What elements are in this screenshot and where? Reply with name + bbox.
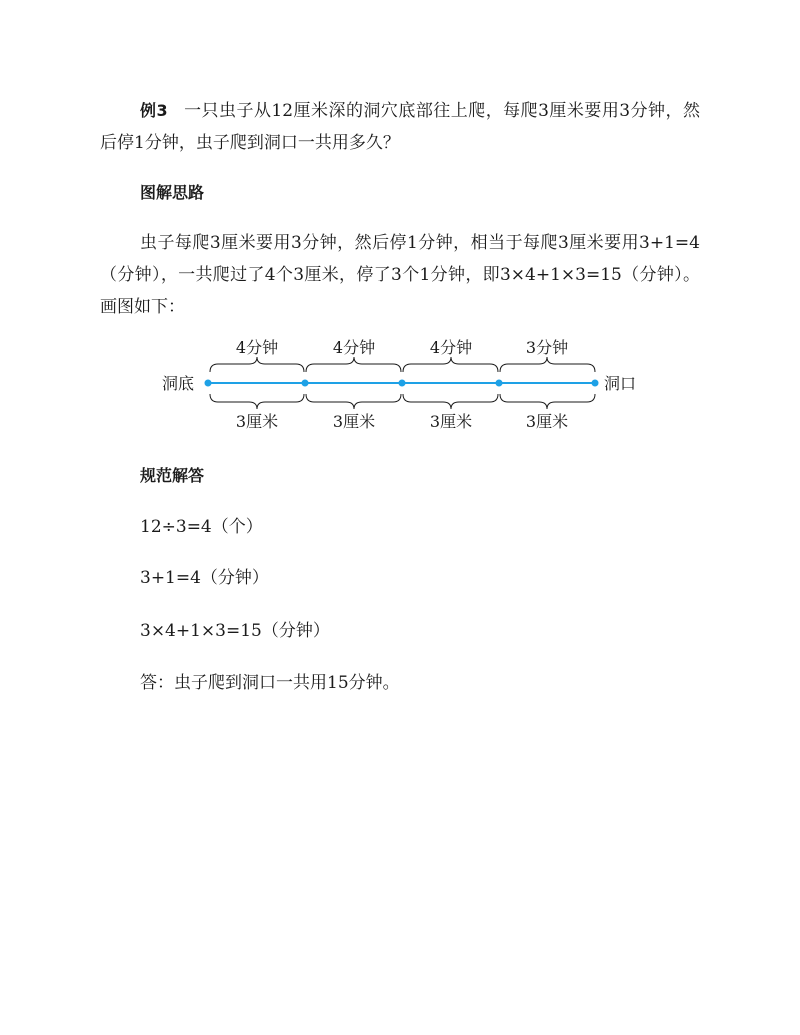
solution-answer: 答：虫子爬到洞口一共用15分钟。 xyxy=(140,673,400,693)
bottom-label-4: 3厘米 xyxy=(525,412,569,431)
bottom-label-3: 3厘米 xyxy=(429,412,473,431)
bottom-brace-3 xyxy=(403,394,498,409)
dot-2 xyxy=(399,380,406,387)
dot-0 xyxy=(205,380,212,387)
segment-diagram xyxy=(0,335,800,435)
example-label: 例3 xyxy=(140,101,168,120)
top-label-3: 4分钟 xyxy=(429,338,473,357)
bottom-brace-2 xyxy=(306,394,401,409)
top-label-2: 4分钟 xyxy=(332,338,376,357)
dot-3 xyxy=(496,380,503,387)
solution-step-1: 12÷3=4（个） xyxy=(140,517,263,537)
example-text: 一只虫子从12厘米深的洞穴底部往上爬，每爬3厘米要用3分钟，然后停1分钟，虫子爬到洞口一共用多久？ xyxy=(100,101,700,153)
analysis-paragraph-block xyxy=(100,227,700,323)
dot-4 xyxy=(592,380,599,387)
solution-step-2: 3+1=4（分钟） xyxy=(140,568,269,588)
bottom-label-1: 3厘米 xyxy=(235,412,279,431)
analysis-heading: 图解思路 xyxy=(140,183,205,202)
solution-step-3: 3×4+1×3=15（分钟） xyxy=(140,621,330,641)
solution-heading: 规范解答 xyxy=(140,466,205,485)
analysis-paragraph: 虫子每爬3厘米要用3分钟，然后停1分钟，相当于每爬3厘米要用3+1=4（分钟），一共爬过了4个3厘米，停了3个1分钟，即3×4+1×3=15（分钟）。画图如下： xyxy=(100,233,700,317)
bottom-label-2: 3厘米 xyxy=(332,412,376,431)
bottom-braces xyxy=(210,394,595,409)
top-brace-2 xyxy=(306,357,401,372)
top-label-4: 3分钟 xyxy=(525,338,569,357)
top-braces xyxy=(210,357,595,372)
example-problem xyxy=(100,95,700,159)
left-end-label: 洞底 xyxy=(162,374,195,393)
top-brace-4 xyxy=(500,357,595,372)
right-end-label: 洞口 xyxy=(604,374,637,393)
top-brace-1 xyxy=(210,357,304,372)
top-label-1: 4分钟 xyxy=(235,338,279,357)
bottom-brace-1 xyxy=(210,394,304,409)
top-brace-3 xyxy=(403,357,498,372)
bottom-brace-4 xyxy=(500,394,595,409)
dot-1 xyxy=(302,380,309,387)
